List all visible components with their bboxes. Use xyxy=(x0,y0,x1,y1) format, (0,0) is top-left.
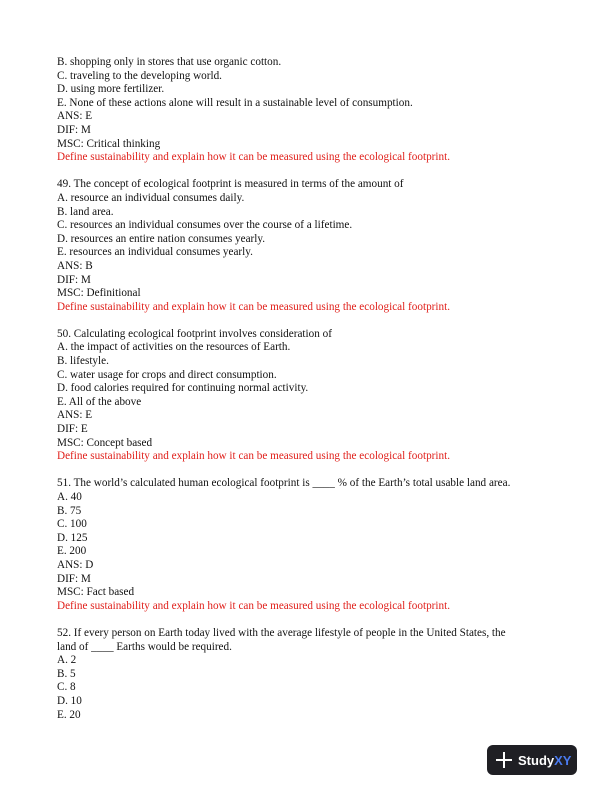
msc: MSC: Fact based xyxy=(57,586,135,599)
option-c: C. 100 xyxy=(57,518,87,531)
spacer xyxy=(57,613,577,627)
msc: MSC: Concept based xyxy=(57,436,153,449)
option-e: E. None of these actions alone will result in a sustainable level of consumption. xyxy=(57,96,413,109)
spacer xyxy=(57,165,577,179)
difficulty: DIF: M xyxy=(57,273,91,286)
question-text: 49. The concept of ecological footprint is measured in terms of the amount of xyxy=(57,178,404,191)
question-text-line-1: 52. If every person on Earth today lived with the average lifestyle of people in the United States, the xyxy=(57,626,506,639)
difficulty: DIF: M xyxy=(57,572,91,585)
learning-objective: Define sustainability and explain how it can be measured using the ecological footprint. xyxy=(57,599,451,612)
brand-accent: XY xyxy=(554,752,572,768)
option-c: C. traveling to the developing world. xyxy=(57,69,222,82)
question-51 xyxy=(57,477,577,613)
option-b: B. land area. xyxy=(57,205,114,218)
option-b: B. lifestyle. xyxy=(57,355,109,368)
option-d: D. using more fertilizer. xyxy=(57,83,165,96)
option-c: C. resources an individual consumes over the course of a lifetime. xyxy=(57,219,353,232)
answer: ANS: E xyxy=(57,409,93,422)
msc: MSC: Critical thinking xyxy=(57,137,161,150)
option-a: A. 2 xyxy=(57,654,77,667)
option-e: E. 200 xyxy=(57,545,87,558)
option-c: C. 8 xyxy=(57,681,76,694)
spacer xyxy=(57,314,577,328)
option-e: E. All of the above xyxy=(57,395,142,408)
document-page xyxy=(57,56,577,722)
learning-objective: Define sustainability and explain how it can be measured using the ecological footprint. xyxy=(57,151,451,164)
question-52 xyxy=(57,627,577,722)
option-e: E. resources an individual consumes yearly. xyxy=(57,246,253,259)
plus-icon xyxy=(496,752,512,768)
studyxy-badge[interactable] xyxy=(487,745,577,775)
learning-objective: Define sustainability and explain how it can be measured using the ecological footprint. xyxy=(57,300,451,313)
msc: MSC: Definitional xyxy=(57,287,141,300)
option-a: A. resource an individual consumes daily. xyxy=(57,191,245,204)
option-b: B. 5 xyxy=(57,667,76,680)
spacer xyxy=(57,464,577,478)
brand-name xyxy=(518,753,571,768)
question-49 xyxy=(57,178,577,314)
difficulty: DIF: E xyxy=(57,423,88,436)
option-d: D. food calories required for continuing normal activity. xyxy=(57,382,309,395)
learning-objective: Define sustainability and explain how it can be measured using the ecological footprint. xyxy=(57,450,451,463)
option-d: D. 125 xyxy=(57,531,88,544)
answer: ANS: B xyxy=(57,259,93,272)
option-e: E. 20 xyxy=(57,708,81,721)
option-b: B. shopping only in stores that use organic cotton. xyxy=(57,56,282,68)
answer: ANS: D xyxy=(57,558,94,571)
question-50 xyxy=(57,328,577,464)
option-a: A. the impact of activities on the resources of Earth. xyxy=(57,341,291,354)
brand-main: Study xyxy=(518,752,555,768)
question-text-line-2: land of ____ Earths would be required. xyxy=(57,640,232,653)
option-b: B. 75 xyxy=(57,504,82,517)
option-a: A. 40 xyxy=(57,491,82,503)
question-48-continued xyxy=(57,56,577,165)
option-d: D. resources an entire nation consumes yearly. xyxy=(57,232,266,245)
difficulty: DIF: M xyxy=(57,123,91,136)
option-c: C. water usage for crops and direct consumption. xyxy=(57,368,277,381)
answer: ANS: E xyxy=(57,110,93,123)
option-d: D. 10 xyxy=(57,694,82,707)
question-text: 50. Calculating ecological footprint involves consideration of xyxy=(57,327,332,340)
question-text: 51. The world’s calculated human ecological footprint is ____ % of the Earth’s total usable land area. xyxy=(57,477,511,490)
